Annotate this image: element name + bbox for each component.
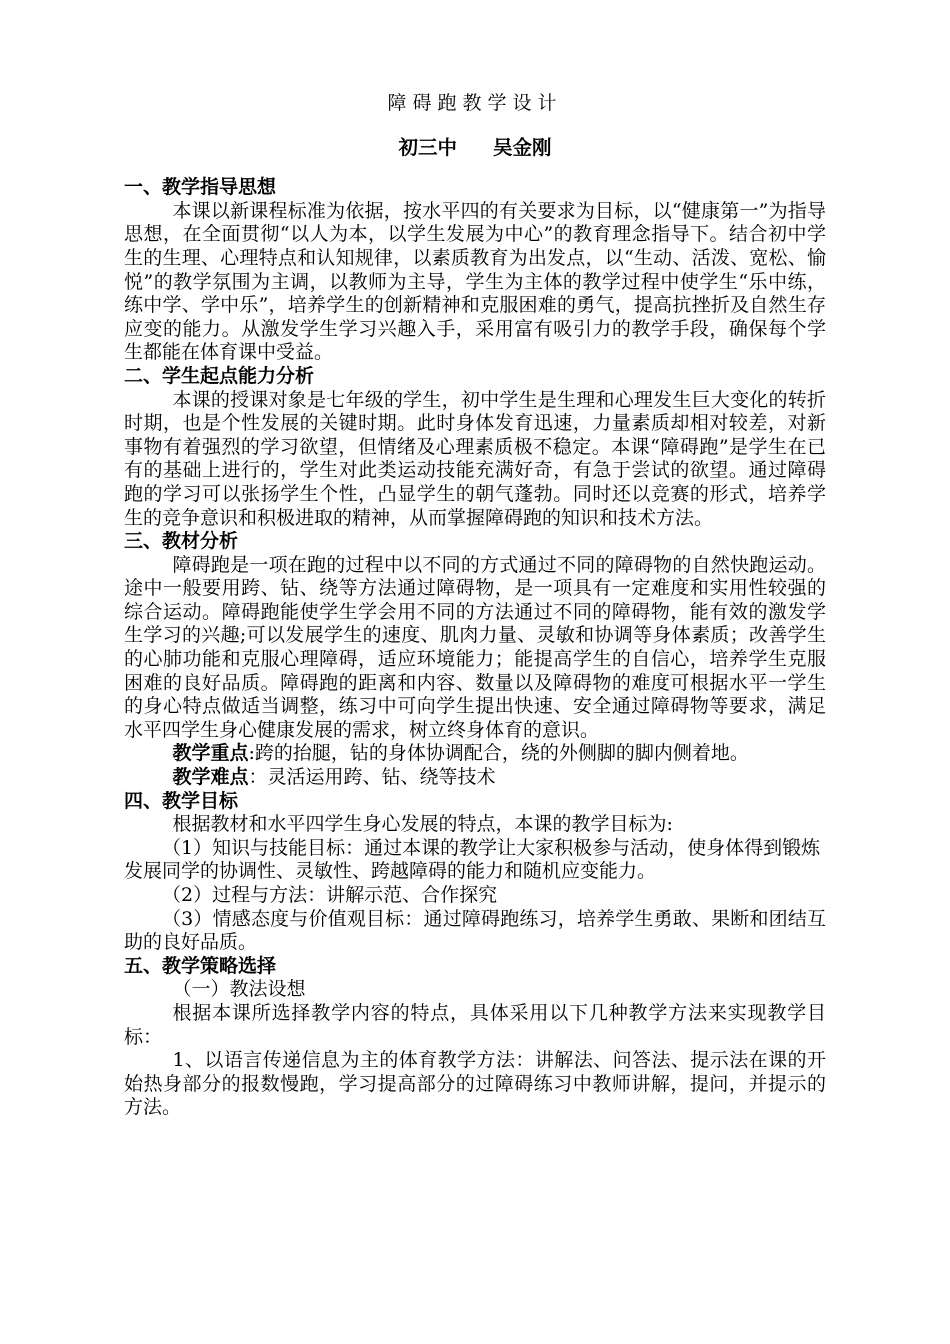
author-name: 吴金刚 xyxy=(493,135,552,159)
objective-attitude: （3）情感态度与价值观目标：通过障碍跑练习，培养学生勇敢、果断和团结互助的良好品质。 xyxy=(124,907,826,954)
objective-knowledge-continued: 发展同学的协调性、灵敏性、跨越障碍的能力和随机应变能力。 xyxy=(124,860,657,883)
section-heading-4: 四、教学目标 xyxy=(124,789,239,812)
teaching-difficulty-text: ：灵活运用跨、钻、绕等技术 xyxy=(248,766,496,789)
document-title: 障碍跑教学设计 xyxy=(387,92,563,114)
section-4-intro: 根据教材和水平四学生身心发展的特点，本课的教学目标为: xyxy=(172,813,673,836)
objective-process: （2）过程与方法：讲解示范、合作探究 xyxy=(162,884,498,906)
teaching-difficulty-label: 教学难点 xyxy=(172,766,249,789)
teaching-method-1: 1、以语言传递信息为主的体育教学方法：讲解法、问答法、提示法在课的开始热身部分的报数慢跑，学习提高部分的过障碍练习中教师讲解，提问，并提示的方法。 xyxy=(124,1049,826,1119)
teaching-key-point xyxy=(124,742,826,766)
author-line xyxy=(124,136,826,160)
section-heading-2: 二、学生起点能力分析 xyxy=(124,364,315,387)
school-name: 初三中 xyxy=(398,135,457,159)
teaching-key-label: 教学重点 xyxy=(172,742,249,765)
section-2-paragraph: 本课的授课对象是七年级的学生，初中学生是生理和心理发生巨大变化的转折时期，也是个性发展的关键时期。此时身体发育迅速，力量素质却相对较差，对新事物有着强烈的学习欲望，但情绪及心理素质极不稳定。本课“障碍跑”是学生在已有的基础上进行的，学生对此类运动技能充满好奇，有急于尝试的欲望。通过障碍跑的学习可以张扬学生个性，凸显学生的朝气蓬勃。同时还以竞赛的形式，培养学生的竞争意识和积极进取的精神，从而掌握障碍跑的知识和技术方法。 xyxy=(124,388,826,529)
section-1-paragraph: 本课以新课程标准为依据，按水平四的有关要求为目标，以“健康第一”为指导思想，在全面贯彻“以人为本，以学生发展为中心”的教育理念指导下。结合初中学生的生理、心理特点和认知规律，以素质教育为出发点，以“生动、活泼、宽松、愉悦”的教学氛围为主调，以教师为主导，学生为主体的教学过程中使学生“乐中练，练中学、学中乐”，培养学生的创新精神和克服困难的勇气，提高抗挫折及自然生存应变的能力。从激发学生学习兴趣入手，采用富有吸引力的教学手段，确保每个学生都能在体育课中受益。 xyxy=(124,199,826,364)
teaching-key-text: :跨的抬腿，钻的身体协调配合，绕的外侧脚的脚内侧着地。 xyxy=(248,742,749,765)
teaching-method-title: （一）教法设想 xyxy=(172,978,306,1001)
section-heading-3: 三、教材分析 xyxy=(124,530,239,553)
objective-knowledge: （1）知识与技能目标：通过本课的教学让大家积极参与活动，使身体得到锻炼 xyxy=(162,836,821,859)
section-3-paragraph: 障碍跑是一项在跑的过程中以不同的方式通过不同的障碍物的自然快跑运动。途中一般要用跨、钻、绕等方法通过障碍物，是一项具有一定难度和实用性较强的综合运动。障碍跑能使学生学会用不同的方法通过不同的障碍物，能有效的激发学生学习的兴趣;可以发展学生的速度、肌肉力量、灵敏和协调等身体素质；改善学生的心肺功能和克服心理障碍，适应环境能力；能提高学生的自信心，培养学生克服困难的良好品质。障碍跑的距离和内容、数量以及障碍物的难度可根据水平一学生的身心特点做适当调整，练习中可向学生提出快速、安全通过障碍物等要求，满足水平四学生身心健康发展的需求，树立终身体育的意识。 xyxy=(124,553,826,741)
section-heading-1: 一、教学指导思想 xyxy=(124,176,277,199)
teaching-difficulty xyxy=(124,766,826,790)
teaching-method-intro: 根据本课所选择教学内容的特点，具体采用以下几种教学方法来实现教学目标： xyxy=(124,1001,826,1048)
section-heading-5: 五、教学策略选择 xyxy=(124,954,277,977)
